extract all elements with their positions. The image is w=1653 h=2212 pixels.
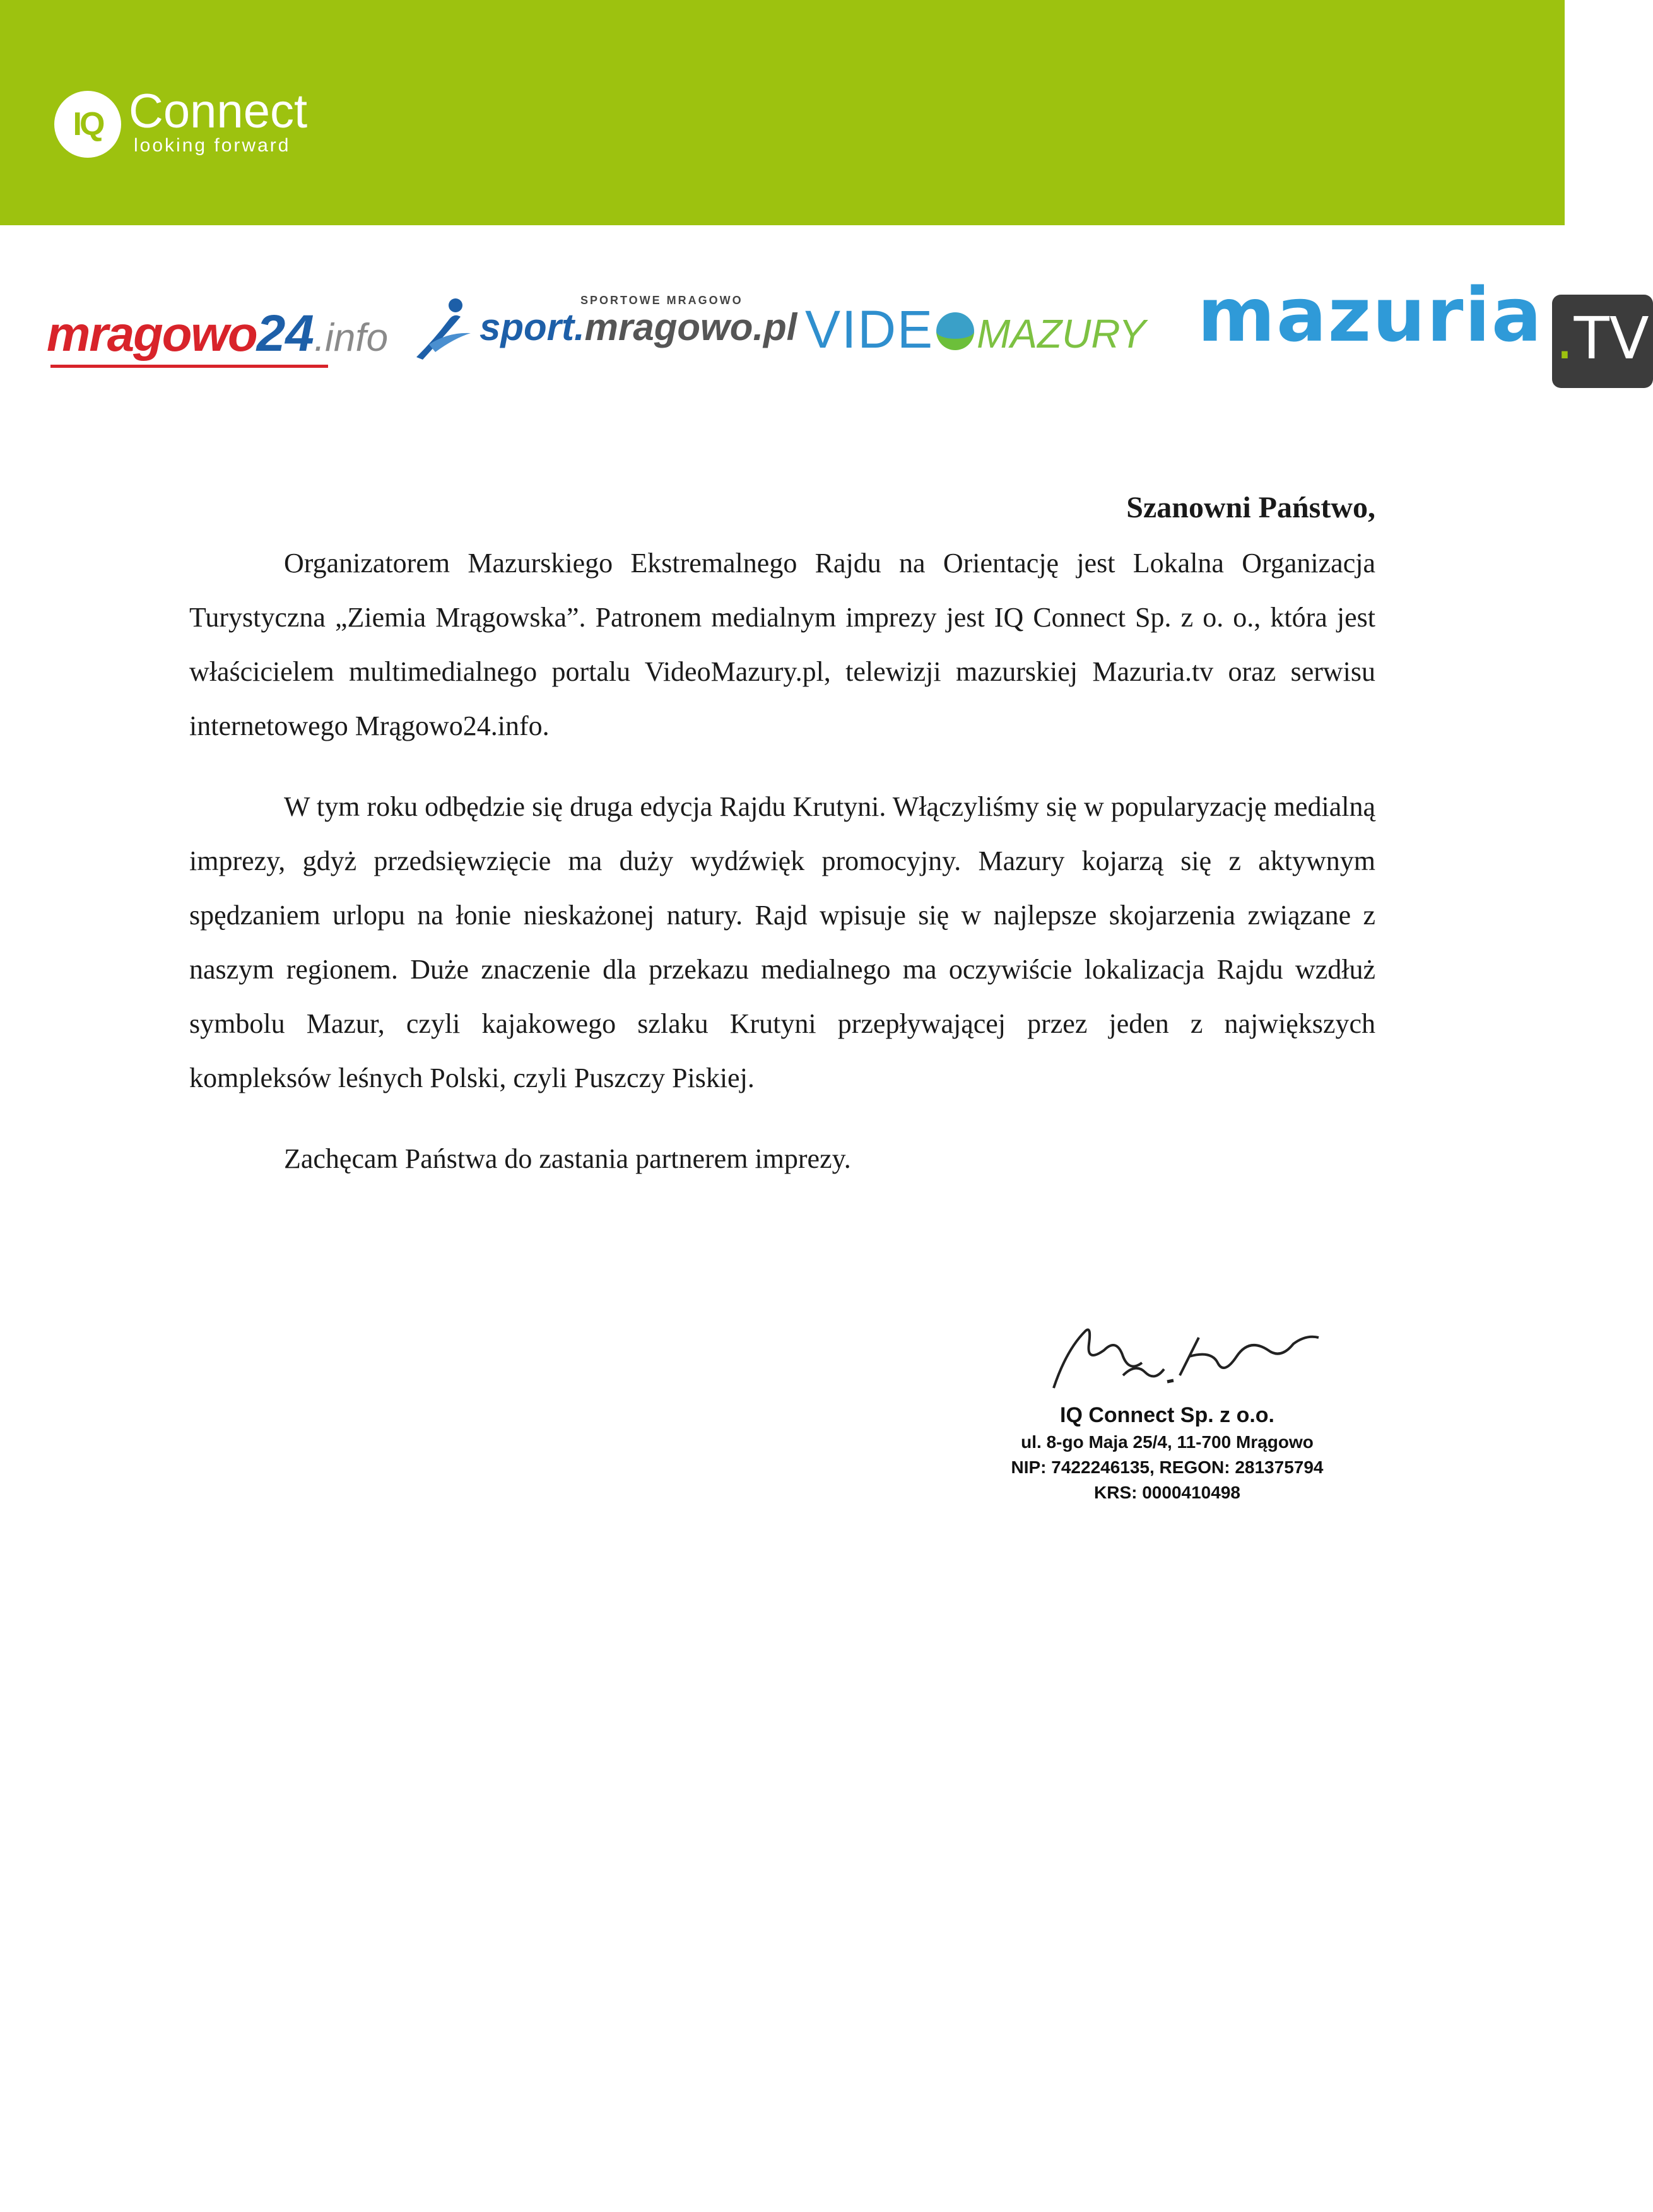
company-stamp bbox=[972, 1401, 1363, 1505]
mragowo24-logo-suffix: .info bbox=[314, 316, 389, 360]
sport-logo-topline: SPORTOWE MRAGOWO bbox=[580, 294, 743, 307]
header-banner bbox=[0, 0, 1565, 225]
iq-connect-logo bbox=[54, 85, 319, 164]
handwritten-signature bbox=[1028, 1312, 1331, 1401]
signature-stamp bbox=[972, 1312, 1363, 1527]
mragowo24-logo bbox=[47, 304, 388, 363]
stamp-nip-regon: NIP: 7422246135, REGON: 281375794 bbox=[1011, 1457, 1324, 1477]
tv-badge bbox=[1552, 295, 1653, 388]
globe-icon bbox=[936, 312, 974, 350]
iq-brand-tagline: looking forward bbox=[134, 135, 291, 156]
letter-body bbox=[189, 479, 1375, 1186]
mazuria-logo-main: mazuria bbox=[1197, 271, 1543, 358]
stamp-company-name: IQ Connect Sp. z o.o. bbox=[1060, 1403, 1274, 1427]
mazuria-tv-logo bbox=[1197, 271, 1653, 388]
tv-badge-dot: . bbox=[1555, 305, 1574, 372]
salutation: Szanowni Państwo, bbox=[1126, 491, 1375, 524]
paragraph-1: Organizatorem Mazurskiego Ekstremalnego Rajdu na Orientację jest Lokalna Organizacja Turystyczna „Ziemia Mrągowska”. Patronem medialnym imprezy jest IQ Connect Sp. z o. o., która jest właścicielem multimedialnego portalu VideoMazury.pl, telewizji mazurskiej Mazuria.tv oraz serwisu internetowego Mrągowo24.info. bbox=[189, 548, 1375, 741]
mragowo24-logo-main: mragowo bbox=[47, 306, 257, 362]
iq-brand-name: Connect bbox=[129, 85, 308, 138]
videomazury-logo bbox=[805, 299, 1146, 360]
stamp-krs: KRS: 0000410498 bbox=[1094, 1483, 1240, 1502]
sport-logo-main: sport. bbox=[479, 306, 585, 348]
iq-logo-mark: IQ bbox=[54, 91, 121, 158]
paragraph-3: Zachęcam Państwa do zastania partnerem imprezy. bbox=[284, 1143, 851, 1174]
videomazury-logo-part2: MAZURY bbox=[977, 311, 1146, 356]
partner-logos bbox=[0, 252, 1649, 391]
tv-badge-text: TV bbox=[1574, 305, 1649, 372]
runner-icon bbox=[410, 294, 479, 363]
mragowo24-underline bbox=[50, 365, 328, 368]
sport-logo-text bbox=[479, 305, 797, 349]
stamp-address: ul. 8-go Maja 25/4, 11-700 Mrągowo bbox=[1021, 1432, 1314, 1452]
mragowo24-logo-number: 24 bbox=[256, 305, 314, 362]
paragraph-2: W tym roku odbędzie się druga edycja Rajdu Krutyni. Włączyliśmy się w popularyzację medialną imprezy, gdyż przedsięwzięcie ma duży wydźwięk promocyjny. Mazury kojarzą się z aktywnym spędzaniem urlopu na łonie nieskażonej natury. Rajd wpisuje się w najlepsze skojarzenia związane z naszym regionem. Duże znaczenie dla przekazu medialnego ma oczywiście lokalizacja Rajdu wzdłuż symbolu Mazur, czyli kajakowego szlaku Krutyni przepływającej przez jeden z największych kompleksów leśnych Polski, czyli Puszczy Piskiej. bbox=[189, 791, 1375, 1093]
sport-logo-domain: mragowo.pl bbox=[584, 306, 797, 348]
videomazury-logo-part1: VIDE bbox=[805, 300, 934, 359]
